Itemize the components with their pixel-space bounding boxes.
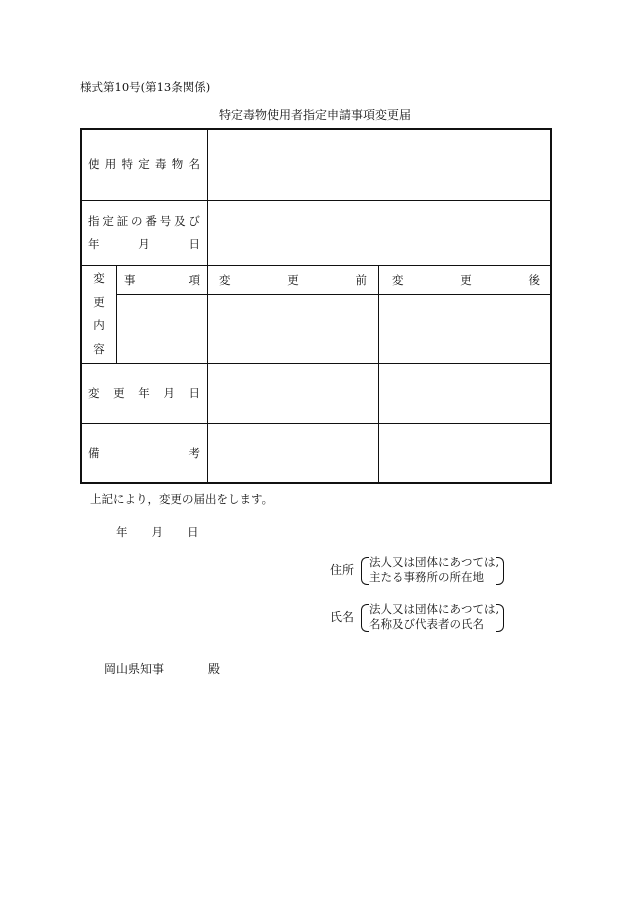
column-divider bbox=[207, 130, 208, 482]
name-note-line1: 法人又は団体にあつては, bbox=[369, 602, 500, 616]
row-divider bbox=[116, 294, 550, 295]
application-table bbox=[80, 128, 552, 484]
certificate-number-label: 指 定 証 の 番 号 及 び bbox=[88, 214, 200, 228]
specified-poison-label: 使 用 特 定 毒 物 名 bbox=[88, 157, 200, 171]
name-note-line2: 名称及び代表者の氏名 bbox=[369, 617, 484, 631]
row-divider bbox=[82, 200, 550, 201]
row-divider bbox=[82, 423, 550, 424]
change-content-label: 変 更 内 容 bbox=[93, 271, 105, 356]
after-change-header: 変 更 後 bbox=[392, 273, 540, 287]
address-note-line1: 法人又は団体にあつては, bbox=[369, 555, 500, 569]
name-label: 氏名 bbox=[330, 610, 355, 624]
address-label: 住所 bbox=[330, 563, 355, 577]
row-divider bbox=[82, 265, 550, 266]
bracket-right bbox=[496, 557, 504, 585]
change-date-label: 変 更 年 月 日 bbox=[88, 386, 200, 400]
remarks-label: 備 考 bbox=[88, 446, 200, 460]
certificate-date-label: 年 月 日 bbox=[88, 237, 200, 251]
form-number: 様式第10号(第13条関係) bbox=[80, 80, 211, 94]
bracket-left bbox=[361, 557, 369, 585]
item-column-header: 事 項 bbox=[124, 273, 200, 287]
row-divider bbox=[82, 363, 550, 364]
submission-date: 年 月 日 bbox=[116, 525, 199, 539]
column-divider bbox=[116, 265, 117, 363]
bracket-right bbox=[496, 604, 504, 632]
address-note-line2: 主たる事務所の所在地 bbox=[369, 570, 484, 584]
declaration-text: 上記により，変更の届出をします。 bbox=[90, 492, 274, 506]
column-divider bbox=[378, 265, 379, 482]
before-change-header: 変 更 前 bbox=[219, 273, 367, 287]
bracket-left bbox=[361, 604, 369, 632]
addressee: 岡山県知事 殿 bbox=[104, 662, 221, 676]
document-title: 特定毒物使用者指定申請事項変更届 bbox=[218, 108, 411, 122]
